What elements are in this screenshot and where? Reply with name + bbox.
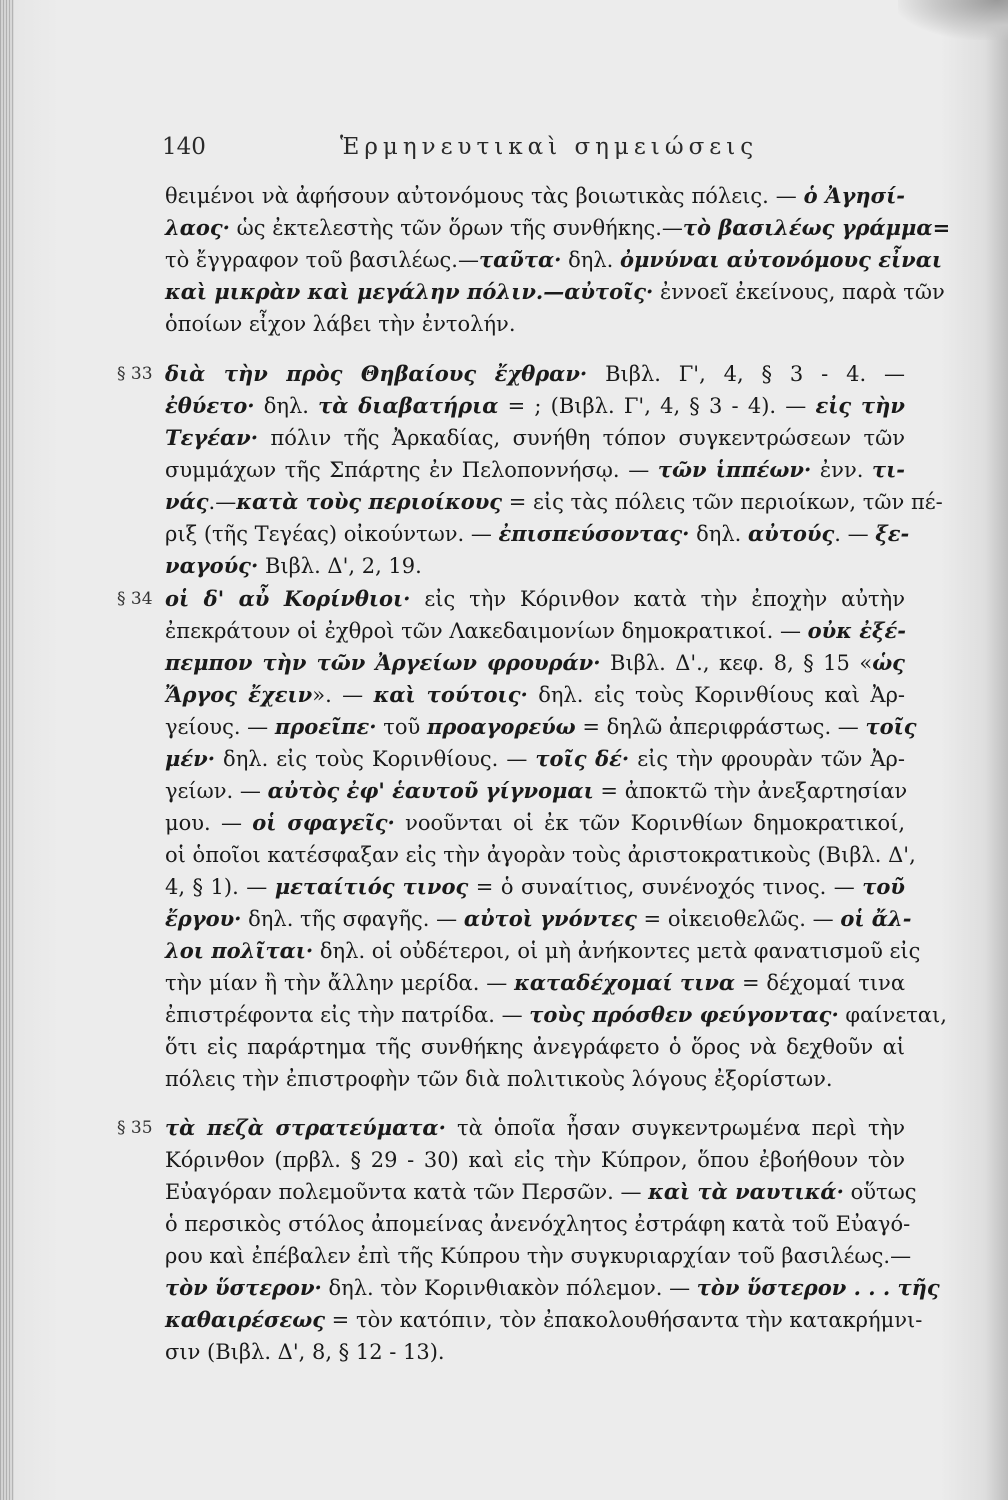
text-line xyxy=(165,839,916,871)
text-run: τὸ ἔγγραφον τοῦ βασιλέως.— xyxy=(165,248,479,272)
lemma-term: Ἄργος ἔχειν xyxy=(165,682,313,707)
text-line xyxy=(165,486,943,518)
lemma-term: ὁ Ἀγησί- xyxy=(803,183,905,208)
text-run: Εὐαγόραν πολεμοῦντα κατὰ τῶν Περσῶν. — xyxy=(165,1180,649,1204)
text-run: τὴν μίαν ἢ τὴν ἄλλην μερίδα. — xyxy=(165,971,515,995)
text-run: = δέχομαί τινα xyxy=(735,971,906,995)
text-line xyxy=(165,1240,912,1272)
page-number: 140 xyxy=(162,134,206,160)
text-line xyxy=(165,550,905,582)
lemma-term: λοι πολῖται· xyxy=(165,938,314,963)
lemma-term: αὐτούς xyxy=(748,521,835,546)
text-line xyxy=(165,807,905,839)
text-run: φαίνεται, xyxy=(838,1003,947,1027)
text-run: δηλ. εἰς τοὺς Κορινθίους καὶ Ἀρ- xyxy=(527,683,906,707)
lemma-term: ναγούς· xyxy=(165,553,259,578)
lemma-term: ὡς xyxy=(872,650,905,675)
lemma-term: οἱ δ' αὖ Κορίνθιοι· xyxy=(165,586,411,611)
text-line xyxy=(165,180,905,212)
text-line xyxy=(165,647,905,679)
lemma-term: οὐκ ἐξέ- xyxy=(807,618,906,643)
lemma-term: μεταίτιός τινος xyxy=(274,874,469,899)
lemma-term: τὰ διαβατήρια xyxy=(318,393,499,418)
text-run: = τὸν κατόπιν, τὸν ἐπακολουθήσαντα τὴν κατακρήμνι- xyxy=(325,1308,923,1332)
text-line xyxy=(165,390,905,422)
text-line xyxy=(165,454,905,486)
text-line xyxy=(165,1208,911,1240)
text-run: ρου καὶ ἐπέβαλεν ἐπὶ τῆς Κύπρου τὴν συγκυριαρχίαν τοῦ βασιλέως.— xyxy=(165,1244,912,1268)
text-run: εἰς τὴν φρουρὰν τῶν Ἀρ- xyxy=(629,747,905,771)
lemma-term: τι- xyxy=(872,457,906,482)
lemma-term: τοῦ xyxy=(862,874,906,899)
page-corner-wear xyxy=(898,0,1008,40)
text-run: δηλ. τὸν Κορινθιακὸν πόλεμον. — xyxy=(321,1276,697,1300)
text-line xyxy=(165,679,905,711)
lemma-term: προαγορεύω xyxy=(426,714,576,739)
text-line xyxy=(165,967,905,999)
text-run: δηλ. οἱ οὐδέτεροι, οἱ μὴ ἀνήκοντες μετὰ φανατισμοῦ εἰς xyxy=(313,939,921,963)
lemma-term: λαος· xyxy=(165,215,230,240)
lemma-term: κατὰ τοὺς περιοίκους xyxy=(236,489,503,514)
text-run: συμμάχων τῆς Σπάρτης ἐν Πελοποννήσῳ. — xyxy=(165,458,658,482)
text-run: Βιβλ. Δ', 2, 19. xyxy=(258,554,422,578)
text-line xyxy=(165,1144,905,1176)
lemma-term: τῶν ἱππέων· xyxy=(657,457,812,482)
lemma-term: ἐπισπεύσοντας· xyxy=(498,521,690,546)
text-run: ἐνν. xyxy=(811,458,872,482)
text-run: δηλ. xyxy=(254,394,319,418)
lemma-term: αὐτὸς ἐφ' ἑαυτοῦ γίγνομαι xyxy=(267,778,594,803)
lemma-term: νάς xyxy=(165,489,209,514)
lemma-term: τοῖς δέ· xyxy=(535,746,630,771)
lemma-term: οἱ ἄλ- xyxy=(840,906,912,931)
text-run: νοοῦνται οἱ ἐκ τῶν Κορινθίων δημοκρατικοί, xyxy=(394,811,905,835)
page-header xyxy=(162,128,902,168)
text-run: πόλιν τῆς Ἀρκαδίας, συνήθη τόπον συγκεντρώσεων τῶν xyxy=(258,426,905,450)
text-run: θειμένοι νὰ ἀφήσουν αὐτονόμους τὰς βοιωτικὰς πόλεις. — xyxy=(165,184,804,208)
lemma-term: ξε- xyxy=(875,521,910,546)
lemma-term: ὀμνύναι αὐτονόμους εἶναι xyxy=(620,247,943,272)
text-run: = ; (Βιβλ. Γ', 4, § 3 - 4). — xyxy=(498,394,816,418)
text-run: δηλ. εἰς τοὺς Κορινθίους. — xyxy=(215,747,536,771)
text-run: ριξ (τῆς Τεγέας) οἰκούντων. — xyxy=(165,522,499,546)
lemma-term: αὐτοὶ γνόντες xyxy=(463,906,637,931)
text-line xyxy=(165,276,945,308)
text-run: δηλ. xyxy=(689,522,749,546)
text-line xyxy=(165,1336,905,1368)
text-run: Κόρινθον (πρβλ. § 29 - 30) καὶ εἰς τὴν Κύπρον, ὅπου ἐβοήθουν τὸν xyxy=(165,1148,905,1172)
text-run: γείους. — xyxy=(165,715,275,739)
text-run: = ἀποκτῶ τὴν ἀνεξαρτησίαν xyxy=(593,779,908,803)
text-run: ἐπιστρέφοντα εἰς τὴν πατρίδα. — xyxy=(165,1003,530,1027)
lemma-term: καθαιρέσεως xyxy=(165,1307,325,1332)
text-line xyxy=(165,935,921,967)
text-run: οἱ ὁποῖοι κατέσφαξαν εἰς τὴν ἀγορὰν τοὺς ἀριστοκρατικοὺς (Βιβλ. Δ', xyxy=(165,843,916,867)
text-run: Βιβλ. Δ'., κεφ. 8, § 15 « xyxy=(600,651,873,675)
text-line xyxy=(165,1112,905,1144)
lemma-term: μέν· xyxy=(165,746,216,771)
text-line xyxy=(165,1304,923,1336)
text-line xyxy=(165,358,905,390)
text-line xyxy=(165,871,905,903)
text-line xyxy=(165,615,905,647)
text-line xyxy=(165,903,912,935)
section-label-33: § 33 xyxy=(117,364,153,384)
lemma-term: τὸν ὕστερον· xyxy=(165,1275,322,1300)
lemma-term: διὰ τὴν πρὸς Θηβαίους ἔχθραν· xyxy=(165,361,588,386)
lemma-term: καταδέχομαί τινα xyxy=(514,970,736,995)
lemma-term: καὶ μικρὰν καὶ μεγάλην πόλιν.—αὐτοῖς· xyxy=(165,279,654,304)
text-run: ἐννοεῖ ἐκείνους, παρὰ τῶν xyxy=(653,280,945,304)
text-run: ὁποίων εἶχον λάβει τὴν ἐντολήν. xyxy=(165,312,516,336)
page-spine-edge xyxy=(0,0,14,1500)
text-line xyxy=(165,1176,917,1208)
section-label-35: § 35 xyxy=(117,1118,153,1138)
text-line xyxy=(165,1031,905,1063)
lemma-term: Τεγέαν· xyxy=(165,425,259,450)
text-run: 4, § 1). — xyxy=(165,875,275,899)
text-run: . — xyxy=(834,522,876,546)
lemma-term: ἔργου· xyxy=(165,906,242,931)
text-run: δηλ. xyxy=(561,248,620,272)
lemma-term: τὸ βασιλέως γράμμα= xyxy=(682,215,951,240)
lemma-term: ἐθύετο· xyxy=(165,393,255,418)
lemma-term: καὶ τούτοις· xyxy=(373,682,528,707)
text-run: σιν (Βιβλ. Δ', 8, § 12 - 13). xyxy=(165,1340,445,1364)
text-run: ὁ περσικὸς στόλος ἀπομείνας ἀνενόχλητος ἐστράφη κατὰ τοῦ Εὐαγό- xyxy=(165,1212,911,1236)
lemma-term: τοῖς xyxy=(865,714,917,739)
text-line xyxy=(165,743,905,775)
text-run: ὡς ἐκτελεστὴς τῶν ὅρων τῆς συνθήκης.— xyxy=(230,216,683,240)
text-run: ἐπεκράτουν οἱ ἐχθροὶ τῶν Λακεδαιμονίων δημοκρατικοί. — xyxy=(165,619,808,643)
text-run: ὅτι εἰς παράρτημα τῆς συνθήκης ἀνεγράφετο ὁ ὅρος νὰ δεχθοῦν αἱ xyxy=(165,1035,905,1059)
lemma-term: πεμπον τὴν τῶν Ἀργείων φρουράν· xyxy=(165,650,601,675)
lemma-term: καὶ τὰ ναυτικά· xyxy=(648,1179,844,1204)
text-line xyxy=(165,308,905,340)
text-line xyxy=(165,212,951,244)
text-line xyxy=(165,422,905,454)
lemma-term: εἰς τὴν xyxy=(815,393,905,418)
text-run: ». — xyxy=(312,683,374,707)
lemma-term: οἱ σφαγεῖς· xyxy=(252,810,395,835)
lemma-term: τοὺς πρόσθεν φεύγοντας· xyxy=(529,1002,839,1027)
text-run: γείων. — xyxy=(165,779,268,803)
text-run: .— xyxy=(208,490,237,514)
lemma-term: ταῦτα· xyxy=(478,247,562,272)
text-line xyxy=(165,775,908,807)
text-line xyxy=(165,999,947,1031)
lemma-term: τὸν ὕστερον . . . τῆς xyxy=(696,1275,940,1300)
text-run: = οἰκειοθελῶς. — xyxy=(636,907,841,931)
text-line xyxy=(165,244,943,276)
section-label-34: § 34 xyxy=(117,589,153,609)
running-title: Ἑρμηνευτικαὶ σημειώσεις xyxy=(340,134,759,160)
text-run: = δηλῶ ἀπεριφράστως. — xyxy=(575,715,866,739)
text-run: εἰς τὴν Κόρινθον κατὰ τὴν ἐποχὴν αὐτὴν xyxy=(410,587,905,611)
text-run: μου. — xyxy=(165,811,253,835)
text-line xyxy=(165,1272,940,1304)
text-line xyxy=(165,711,917,743)
text-run: τὰ ὁποῖα ἦσαν συγκεντρωμένα περὶ τὴν xyxy=(445,1116,905,1140)
text-run: Βιβλ. Γ', 4, § 3 - 4. — xyxy=(587,362,905,386)
text-line xyxy=(165,583,905,615)
text-run: πόλεις τὴν ἐπιστροφὴν τῶν διὰ πολιτικοὺς λόγους ἐξορίστων. xyxy=(165,1067,833,1091)
text-line xyxy=(165,1063,905,1095)
lemma-term: προεῖπε· xyxy=(274,714,377,739)
text-run: δηλ. τῆς σφαγῆς. — xyxy=(241,907,464,931)
text-run: τοῦ xyxy=(376,715,427,739)
text-run: = ὁ συναίτιος, συνένοχός τινος. — xyxy=(468,875,863,899)
text-run: = εἰς τὰς πόλεις τῶν περιοίκων, τῶν πέ- xyxy=(502,490,943,514)
text-line xyxy=(165,518,910,550)
text-run: οὕτως xyxy=(843,1180,917,1204)
lemma-term: τὰ πεζὰ στρατεύματα· xyxy=(165,1115,446,1140)
